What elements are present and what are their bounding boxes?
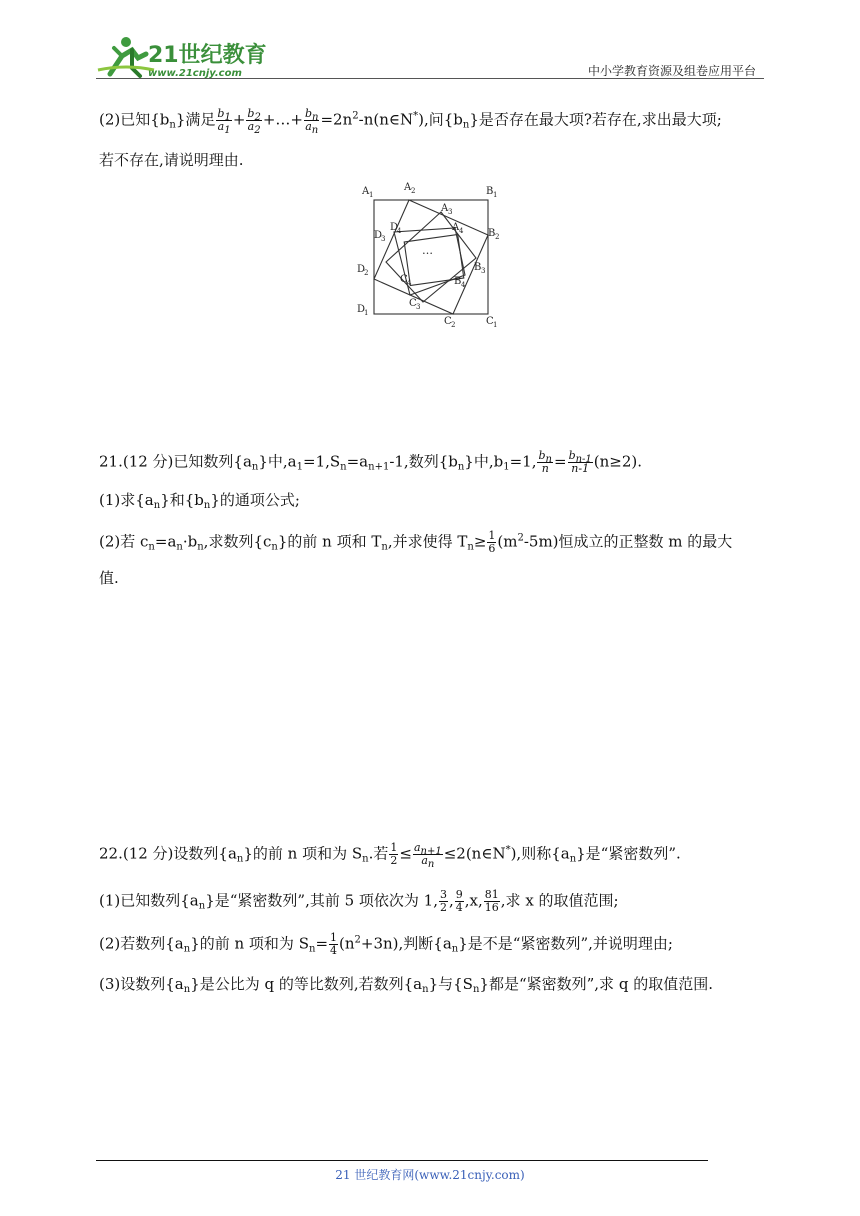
svg-text:…: … <box>422 244 433 257</box>
svg-text:C: C <box>444 316 452 327</box>
svg-text:2: 2 <box>364 269 369 277</box>
svg-text:C: C <box>400 274 408 285</box>
svg-text:3: 3 <box>381 235 386 243</box>
svg-text:B: B <box>488 228 496 239</box>
svg-text:A: A <box>404 182 412 193</box>
q20-part2-line2: 若不存在,请说明理由. <box>99 151 244 169</box>
site-logo <box>96 34 266 80</box>
svg-text:3: 3 <box>416 303 421 311</box>
svg-text:B: B <box>454 276 462 287</box>
svg-text:A: A <box>441 203 449 214</box>
nested-squares-figure <box>352 178 512 336</box>
svg-text:C: C <box>486 316 494 327</box>
q21-part2: (2)若 $c_n=a_n\cdot b_n$,求数列$\{c_n\}$的前 n 项和 $T_n$,并求使得 $T_n\ge$ $\frac{1}{6}$ $(m^2-5m)$恒成立的正整数 m 的最大 <box>99 529 733 555</box>
svg-text:4: 4 <box>397 227 402 235</box>
logo-text: 21世纪教育 <box>148 43 266 68</box>
q21-part2-line2: 值. <box>99 569 119 587</box>
svg-text:A: A <box>452 222 460 233</box>
svg-text:B: B <box>474 262 482 273</box>
svg-text:2: 2 <box>411 187 416 195</box>
header-platform-text: 中小学教育资源及组卷应用平台 <box>587 64 756 78</box>
header-divider <box>96 78 764 79</box>
q20-part2: (2)已知$\{b_n\}$满足 $\frac{b_1}{a_1}$ + $\frac{b_2}{a_2}$ +…+ $\frac{b_n}{a_n}$ $=2n^2-n(n\in N^*)$,问$\{b_n\}$是否存在最大项?若存在,求出最大项; <box>99 107 722 136</box>
svg-text:A: A <box>362 186 370 197</box>
svg-text:D: D <box>390 222 399 233</box>
svg-text:2: 2 <box>451 321 456 329</box>
logo-url: www.21cnjy.com <box>148 68 242 79</box>
svg-text:3: 3 <box>448 208 453 216</box>
q21-stem: 21.(12 分)已知数列$\{a_n\}$中$,a_1=1,S_n=a_{n+1}-1$,数列$\{b_n\}$中$,b_1=1$, $\frac{b_n}{n}$ = $\frac{b_{n-1}}{n-1}$ (n≥2). <box>99 449 643 475</box>
svg-text:D: D <box>357 264 366 275</box>
q22-part1: (1)已知数列$\{a_n\}$是“紧密数列”,其前 5 项依次为 1, $\frac{3}{2}$ , $\frac{9}{4}$ ,x, $\frac{81}{16}$ ,求 x 的取值范围; <box>99 888 619 914</box>
svg-text:4: 4 <box>459 227 464 235</box>
runner-logo-icon <box>98 37 154 76</box>
q22-part3: (3)设数列$\{a_n\}$是公比为 q 的等比数列,若数列$\{a_n\}$与$\{S_n\}$都是“紧密数列”,求 q 的取值范围. <box>99 975 713 995</box>
svg-text:B: B <box>486 186 494 197</box>
q21-part1: (1)求$\{a_n\}$和$\{b_n\}$的通项公式; <box>99 491 300 511</box>
svg-text:1: 1 <box>493 321 498 329</box>
svg-text:4: 4 <box>461 281 466 289</box>
svg-text:4: 4 <box>407 279 412 287</box>
q22-part2: (2)若数列$\{a_n\}$的前 n 项和为 $S_n=$ $\frac{1}{4}$ $(n^2+3n)$,判断$\{a_n\}$是不是“紧密数列”,并说明理由; <box>99 931 673 957</box>
footer-text: 21 世纪教育网(www.21cnjy.com) <box>335 1168 525 1182</box>
svg-text:C: C <box>409 298 417 309</box>
svg-text:3: 3 <box>481 267 486 275</box>
footer-divider <box>96 1160 708 1161</box>
svg-text:2: 2 <box>495 233 500 241</box>
q22-stem: 22.(12 分)设数列$\{a_n\}$的前 n 项和为 $S_n$.若 $\frac{1}{2}$ ≤ $\frac{a_{n+1}}{a_n}$ ≤2(n∈N*),则称$\{a_n\}$是“紧密数列”. <box>99 841 681 870</box>
svg-text:1: 1 <box>369 191 374 199</box>
svg-text:D: D <box>374 230 383 241</box>
svg-text:1: 1 <box>493 191 498 199</box>
svg-text:D: D <box>357 304 366 315</box>
svg-text:1: 1 <box>364 309 369 317</box>
